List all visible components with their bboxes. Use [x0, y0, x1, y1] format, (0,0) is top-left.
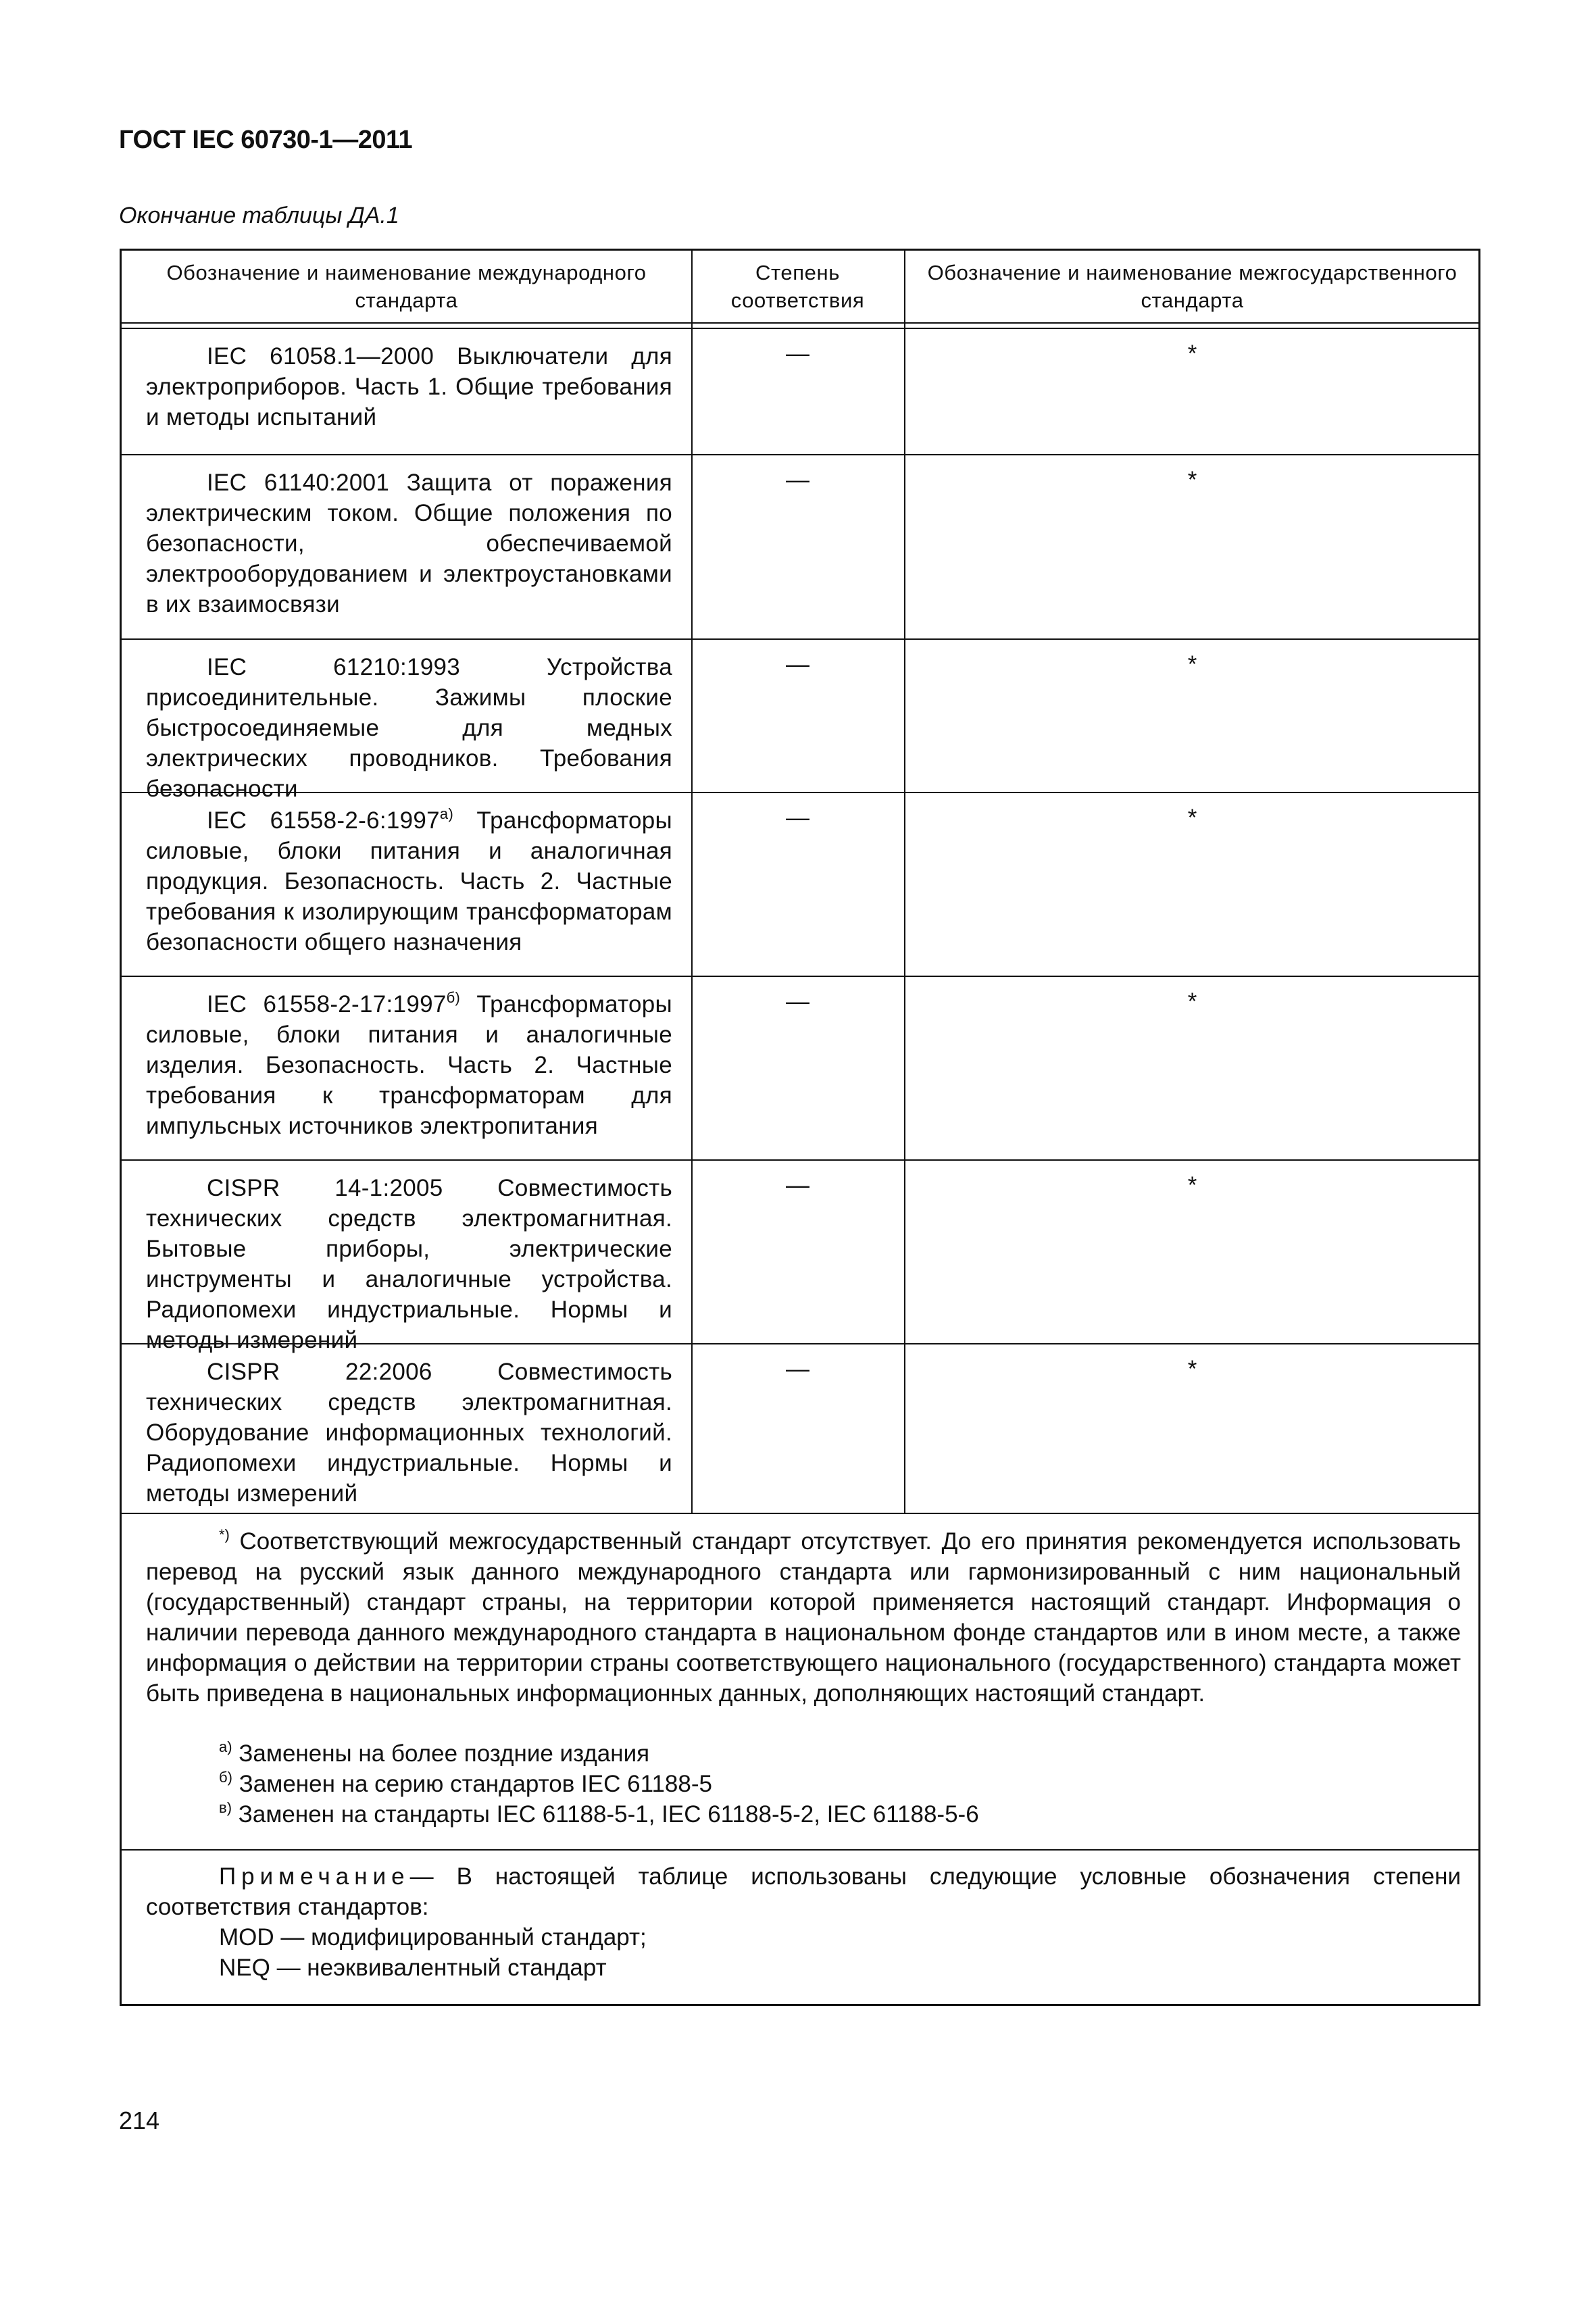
- footnote-item: $^{а)}$ Заменены на более поздние издания: [219, 1738, 650, 1767]
- international-standard: IEC 61058.1—2000 Выключатели для электроприборов. Часть 1. Общие требования и методы испытаний: [146, 343, 672, 430]
- international-standard: IEC 61140:2001 Защита от поражения электрическим током. Общие положения по безопасности, обеспечиваемой электрооборудованием и электроустановками в их взаимосвязи: [146, 470, 672, 618]
- international-standard: IEC 61210:1993 Устройства присоединительные. Зажимы плоские быстросоединяемые для медных электрических проводников. Требования безопасности: [146, 654, 672, 802]
- degree-of-correspondence: —: [786, 651, 809, 678]
- footnote-mark: в): [219, 1799, 232, 1816]
- interstate-standard: *: [1187, 341, 1197, 367]
- note-text: Примечание— В настоящей таблице использованы следующие условные обозначения степени соответствия стандартов:: [146, 1863, 1461, 1920]
- note-item: NEQ — неэквивалентный стандарт: [219, 1955, 607, 1981]
- table-row: [122, 329, 1478, 455]
- interstate-standard: *: [1187, 1356, 1197, 1382]
- page-number: 214: [119, 2107, 160, 2134]
- international-standard: CISPR 14-1:2005 Совместимость технических средств электромагнитная. Бытовые приборы, электрические инструменты и аналогичные устройства. Радиопомехи индустриальные. Нормы и методы измерений: [146, 1175, 672, 1353]
- interstate-standard: *: [1187, 805, 1197, 831]
- table-caption: Окончание таблицы ДА.1: [119, 203, 399, 228]
- interstate-standard: *: [1187, 467, 1197, 493]
- footnote-mark: б): [219, 1769, 232, 1786]
- degree-of-correspondence: —: [786, 1172, 809, 1199]
- degree-of-correspondence: —: [786, 467, 809, 493]
- note-item: MOD — модифицированный стандарт;: [219, 1924, 647, 1951]
- footnote-mark: *): [219, 1526, 230, 1543]
- table-footnotes: [122, 1514, 1478, 1851]
- column-header-international: Обозначение и наименование международного стандарта: [166, 260, 647, 312]
- note-label: Примечание: [219, 1863, 410, 1890]
- interstate-standard: *: [1187, 651, 1197, 678]
- table-row: [122, 1161, 1478, 1353]
- footnote-item: $^{в)}$ Заменен на стандарты IEC 61188-5-1, IEC 61188-5-2, IEC 61188-5-6: [219, 1799, 979, 1828]
- footnote-mark: а): [219, 1738, 232, 1755]
- document-designation: ГОСТ IEC 60730-1—2011: [119, 126, 413, 154]
- international-standard: IEC $61558-2-6:1997^{а)}$ Трансформаторы силовые, блоки питания и аналогичная продукция. Безопасность. Часть 2. Частные требования к изолирующим трансформаторам безопасности общего назначения: [146, 805, 672, 955]
- table-row: [122, 1344, 1478, 1514]
- degree-of-correspondence: —: [786, 1356, 809, 1382]
- footnote-ref: б): [446, 989, 461, 1006]
- footnote-ref: а): [439, 805, 454, 822]
- international-standard: IEC $61558-2-17:1997^{б)}$ Трансформаторы силовые, блоки питания и аналогичные изделия. Безопасность. Часть 2. Частные требования к трансформаторам для импульсных источников электропитания: [146, 989, 672, 1139]
- table-row: [122, 977, 1478, 1161]
- column-header-interstate: Обозначение и наименование межгосударственного стандарта: [927, 260, 1457, 312]
- table-row: [122, 640, 1478, 802]
- degree-of-correspondence: —: [786, 341, 809, 367]
- header-rule: [122, 322, 1478, 324]
- interstate-standard: *: [1187, 1172, 1197, 1199]
- interstate-standard: *: [1187, 988, 1197, 1015]
- footnote-item: $^{б)}$ Заменен на серию стандартов IEC 61188-5: [219, 1769, 712, 1797]
- table-row: [122, 455, 1478, 640]
- footnote-main: *) Соответствующий межгосударственный стандарт отсутствует. До его принятия рекомендуется использовать перевод на русский язык данного международного стандарта или гармонизированный с ним национальный (государственный) стандарт страны, на территории которой применяется настоящий стандарт. Информация о наличии перевода данного международного стандарта в национальном фонде стандартов или в ином месте, а также информация о действии на территории страны соответствующего национального (государственного) стандарта может быть приведена в национальных информационных данных, дополняющих настоящий стандарт.: [146, 1526, 1461, 1707]
- table-note: [122, 1849, 1478, 2004]
- degree-of-correspondence: —: [786, 988, 809, 1015]
- international-standard: CISPR 22:2006 Совместимость технических средств электромагнитная. Оборудование информационных технологий. Радиопомехи индустриальные. Нормы и методы измерений: [146, 1359, 672, 1507]
- degree-of-correspondence: —: [786, 805, 809, 831]
- table-row: [122, 793, 1478, 977]
- standards-table: [120, 249, 1480, 2006]
- column-header-degree: Степень соответствия: [730, 260, 865, 312]
